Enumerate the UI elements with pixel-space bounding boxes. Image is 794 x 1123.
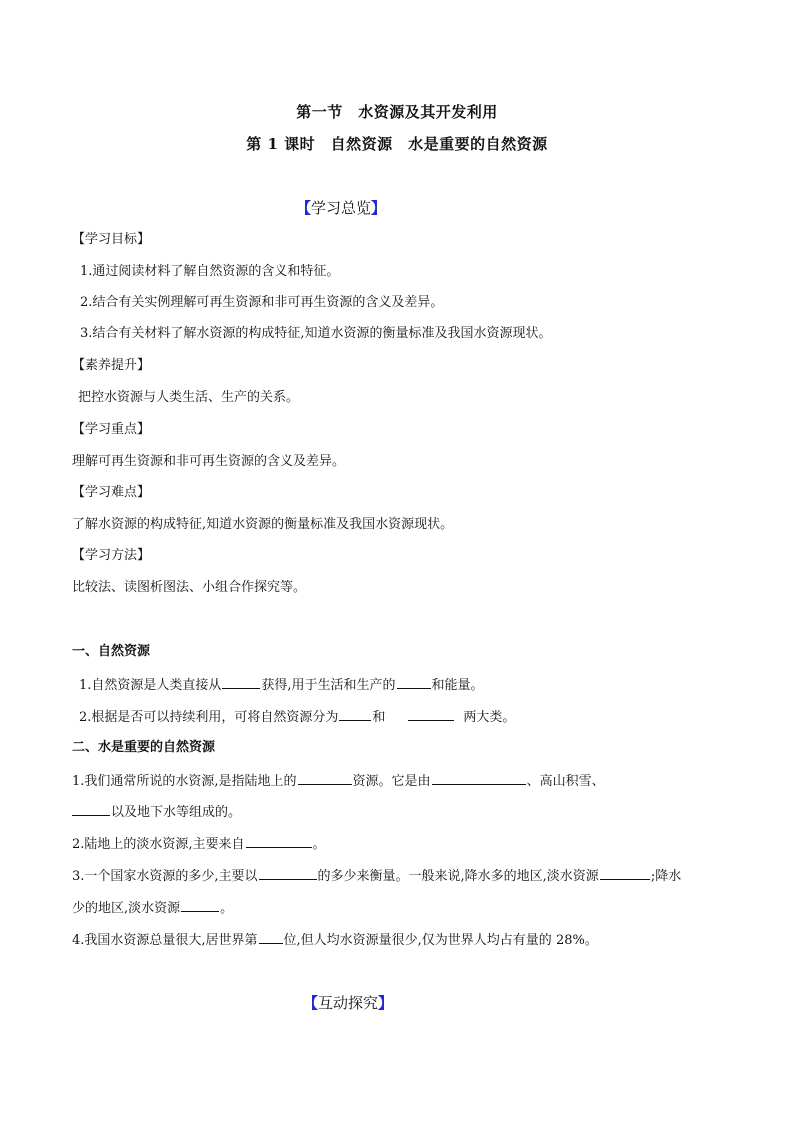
part1-heading: 一、自然资源 bbox=[72, 644, 151, 659]
answer-blank[interactable] bbox=[259, 930, 283, 944]
methods-heading: 【学习方法】 bbox=[72, 548, 151, 563]
bracket-open: 【 bbox=[303, 994, 319, 1012]
question-text: 两大类。 bbox=[463, 710, 516, 725]
question-text: 2.陆地上的淡水资源,主要来自 bbox=[72, 837, 245, 852]
question-text: 。 bbox=[220, 901, 234, 916]
answer-blank[interactable] bbox=[222, 675, 260, 689]
part2-question-1-cont bbox=[72, 802, 241, 822]
answer-blank[interactable] bbox=[339, 707, 371, 721]
answer-blank[interactable] bbox=[600, 866, 650, 880]
lesson-title: 第 1 课时 自然资源 水是重要的自然资源 bbox=[246, 135, 548, 153]
answer-blank[interactable] bbox=[408, 707, 454, 721]
overview-banner bbox=[296, 197, 386, 218]
answer-blank[interactable] bbox=[432, 771, 526, 785]
interactive-label: 互动探究 bbox=[318, 994, 379, 1012]
question-text: 少的地区,淡水资源 bbox=[72, 901, 181, 916]
key-points-text: 理解可再生资源和非可再生资源的含义及差异。 bbox=[72, 454, 346, 469]
part2-question-4 bbox=[72, 930, 598, 950]
answer-blank[interactable] bbox=[181, 898, 219, 912]
answer-blank[interactable] bbox=[72, 802, 110, 816]
question-text: 资源。它是由 bbox=[352, 774, 431, 789]
overview-label: 学习总览 bbox=[311, 199, 372, 217]
part2-heading: 二、水是重要的自然资源 bbox=[72, 740, 216, 755]
interactive-banner bbox=[303, 992, 393, 1013]
question-text: 3.一个国家水资源的多少,主要以 bbox=[72, 869, 258, 884]
literacy-heading: 【素养提升】 bbox=[72, 358, 151, 373]
part2-question-3 bbox=[72, 866, 681, 886]
question-text: 获得,用于生活和生产的 bbox=[261, 678, 396, 693]
question-text: 的多少来衡量。一般来说,降水多的地区,淡水资源 bbox=[317, 869, 599, 884]
difficulties-heading: 【学习难点】 bbox=[72, 485, 151, 500]
answer-blank[interactable] bbox=[246, 834, 312, 848]
question-text: 位,但人均水资源量很少,仅为世界人均占有量的 28%。 bbox=[283, 933, 598, 948]
part1-question-1 bbox=[79, 675, 484, 695]
question-text: 1.自然资源是人类直接从 bbox=[79, 678, 222, 693]
part2-question-3-cont bbox=[72, 898, 233, 918]
question-text: 和能量。 bbox=[431, 678, 484, 693]
goals-heading: 【学习目标】 bbox=[72, 232, 151, 247]
question-text: 1.我们通常所说的水资源,是指陆地上的 bbox=[72, 774, 297, 789]
question-text: ;降水 bbox=[650, 869, 682, 884]
question-text: 4.我国水资源总量很大,居世界第 bbox=[72, 933, 258, 948]
methods-text: 比较法、读图析图法、小组合作探究等。 bbox=[72, 580, 307, 595]
difficulties-text: 了解水资源的构成特征,知道水资源的衡量标准及我国水资源现状。 bbox=[72, 517, 454, 532]
goal-item: 2.结合有关实例理解可再生资源和非可再生资源的含义及差异。 bbox=[80, 295, 444, 310]
question-text: 以及地下水等组成的。 bbox=[111, 805, 242, 820]
question-text: 2.根据是否可以持续利用，可将自然资源分为 bbox=[79, 710, 339, 725]
goal-item: 1.通过阅读材料了解自然资源的含义和特征。 bbox=[80, 264, 340, 279]
answer-blank[interactable] bbox=[397, 675, 431, 689]
goal-item: 3.结合有关材料了解水资源的构成特征,知道水资源的衡量标准及我国水资源现状。 bbox=[80, 326, 552, 341]
question-text: 和 bbox=[372, 710, 386, 725]
bracket-close: 】 bbox=[378, 994, 394, 1012]
answer-blank[interactable] bbox=[298, 771, 352, 785]
part2-question-2 bbox=[72, 834, 326, 854]
bracket-open: 【 bbox=[296, 199, 312, 217]
part1-question-2 bbox=[79, 707, 515, 727]
literacy-text: 把控水资源与人类生活、生产的关系。 bbox=[78, 390, 300, 405]
bracket-close: 】 bbox=[371, 199, 387, 217]
key-points-heading: 【学习重点】 bbox=[72, 422, 151, 437]
section-title: 第一节 水资源及其开发利用 bbox=[296, 103, 498, 121]
question-text: 、高山积雪、 bbox=[526, 774, 605, 789]
part2-question-1 bbox=[72, 771, 605, 791]
answer-blank[interactable] bbox=[259, 866, 317, 880]
question-text: 。 bbox=[312, 837, 326, 852]
